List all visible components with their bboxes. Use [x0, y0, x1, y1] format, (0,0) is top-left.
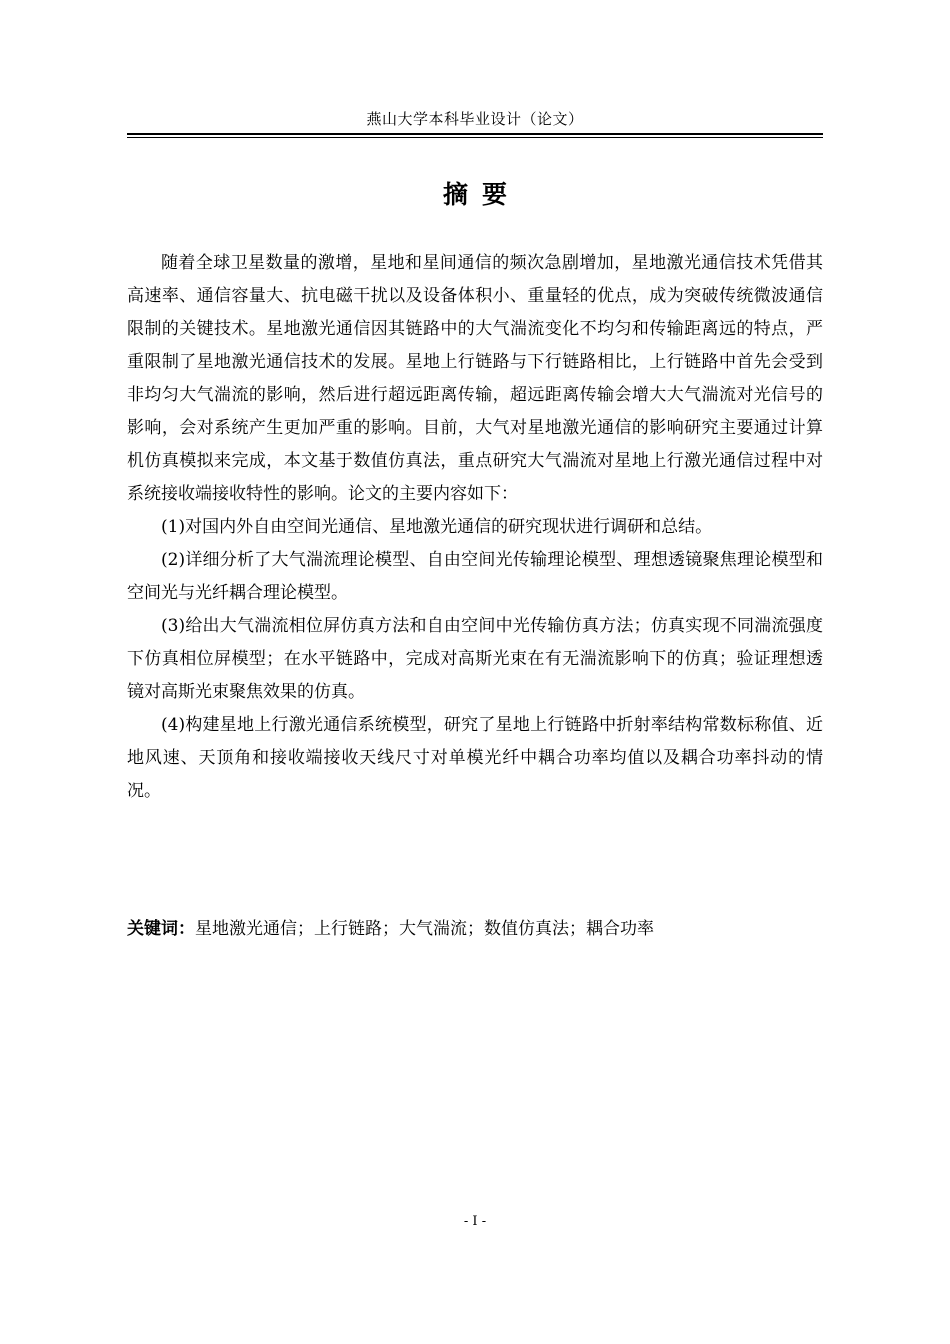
keywords-text: 星地激光通信；上行链路；大气湍流；数值仿真法；耦合功率 [195, 919, 654, 939]
page-header: 燕山大学本科毕业设计（论文） [366, 110, 584, 128]
keywords-line [127, 913, 823, 946]
abstract-paragraph-item-1: (1)对国内外自由空间光通信、星地激光通信的研究现状进行调研和总结。 [161, 517, 713, 537]
abstract-title: 摘要 [442, 180, 521, 209]
page-number: - I - [463, 1214, 487, 1229]
abstract-paragraph-item-2: (2)详细分析了大气湍流理论模型、自由空间光传输理论模型、理想透镜聚焦理论模型和空间光与光纤耦合理论模型。 [127, 550, 823, 603]
keywords-label: 关键词： [127, 919, 195, 939]
abstract-paragraph-item-3: (3)给出大气湍流相位屏仿真方法和自由空间中光传输仿真方法；仿真实现不同湍流强度下仿真相位屏模型；在水平链路中，完成对高斯光束在有无湍流影响下的仿真；验证理想透镜对高斯光束聚焦效果的仿真。 [127, 616, 823, 702]
abstract-paragraph-intro: 随着全球卫星数量的激增，星地和星间通信的频次急剧增加，星地激光通信技术凭借其高速率、通信容量大、抗电磁干扰以及设备体积小、重量轻的优点，成为突破传统微波通信限制的关键技术。星地激光通信因其链路中的大气湍流变化不均匀和传输距离远的特点，严重限制了星地激光通信技术的发展。星地上行链路与下行链路相比，上行链路中首先会受到非均匀大气湍流的影响，然后进行超远距离传输，超远距离传输会增大大气湍流对光信号的影响，会对系统产生更加严重的影响。目前，大气对星地激光通信的影响研究主要通过计算机仿真模拟来完成，本文基于数值仿真法，重点研究大气湍流对星地上行激光通信过程中对系统接收端接收特性的影响。论文的主要内容如下： [127, 253, 823, 504]
abstract-body [127, 247, 823, 808]
abstract-paragraph-item-4: (4)构建星地上行激光通信系统模型，研究了星地上行链路中折射率结构常数标称值、近地风速、天顶角和接收端接收天线尺寸对单模光纤中耦合功率均值以及耦合功率抖动的情况。 [127, 715, 823, 801]
header-divider [127, 133, 823, 138]
